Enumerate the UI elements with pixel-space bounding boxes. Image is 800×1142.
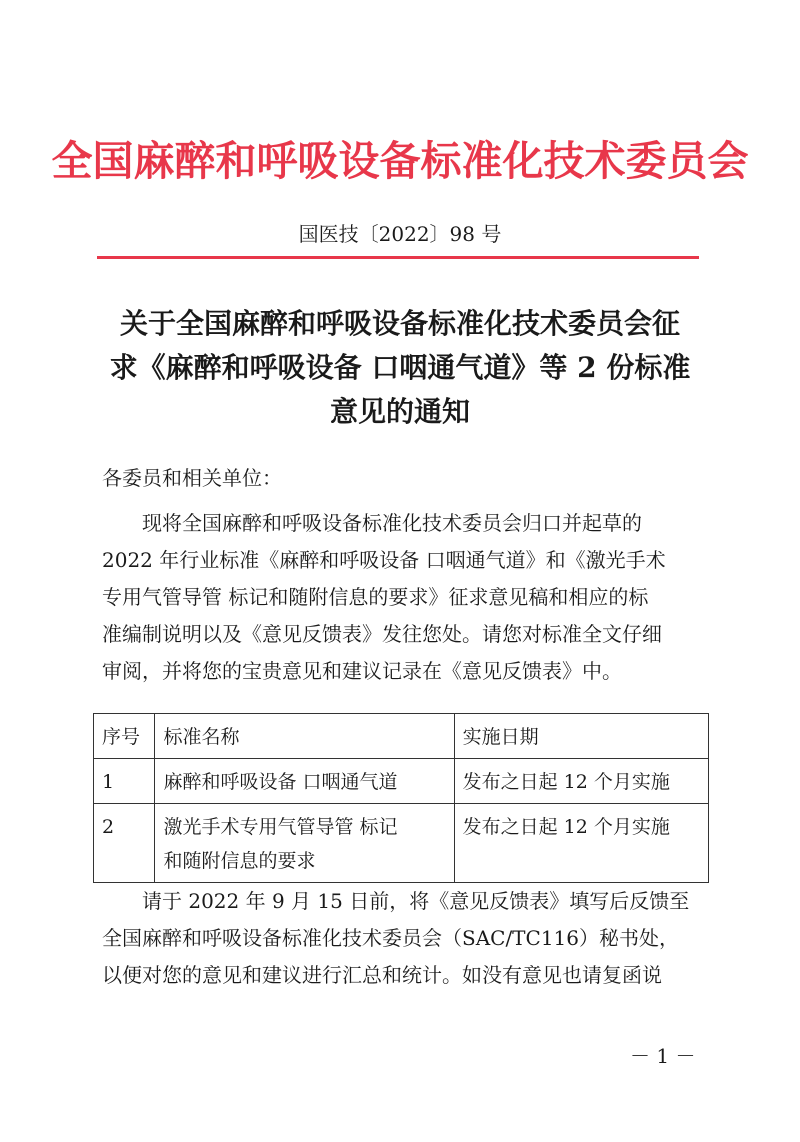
notice-title-line: 意见的通知 [329, 395, 470, 428]
cell-no: 1 [94, 759, 155, 804]
organization-title: 全国麻醉和呼吸设备标准化技术委员会 [51, 137, 749, 185]
cell-name-line: 麻醉和呼吸设备 口咽通气道 [163, 771, 398, 793]
paragraph-line: 以便对您的意见和建议进行汇总和统计。如没有意见也请复函说 [102, 963, 662, 987]
notice-title-line: 求《麻醉和呼吸设备 口咽通气道》等 2 份标准 [109, 351, 691, 384]
body-paragraph-2 [102, 883, 702, 994]
header-cell-name: 标准名称 [155, 714, 454, 759]
document-number: 国医技〔2022〕98 号 [298, 222, 502, 246]
notice-title [96, 302, 704, 434]
paragraph-line: 现将全国麻醉和呼吸设备标准化技术委员会归口并起草的 [142, 511, 642, 535]
paragraph-line: 2022 年行业标准《麻醉和呼吸设备 口咽通气道》和《激光手术 [102, 548, 666, 572]
cell-name [155, 759, 454, 804]
cell-date: 发布之日起 12 个月实施 [454, 804, 708, 883]
header-cell-no: 序号 [94, 714, 155, 759]
cell-date: 发布之日起 12 个月实施 [454, 759, 708, 804]
page-number: － 1 － [630, 1044, 696, 1068]
standards-table [93, 713, 709, 883]
body-paragraph-1 [102, 505, 702, 690]
paragraph-line: 准编制说明以及《意见反馈表》发往您处。请您对标准全文仔细 [102, 622, 662, 646]
header-divider [97, 256, 699, 259]
paragraph-line: 请于 2022 年 9 月 15 日前，将《意见反馈表》填写后反馈至 [142, 889, 690, 913]
cell-name-line: 激光手术专用气管导管 标记 [163, 816, 398, 838]
paragraph-line: 审阅，并将您的宝贵意见和建议记录在《意见反馈表》中。 [102, 659, 622, 683]
salutation: 各委员和相关单位： [102, 466, 282, 490]
table-row [94, 804, 709, 883]
table-row [94, 759, 709, 804]
header-cell-date: 实施日期 [454, 714, 708, 759]
table-header-row [94, 714, 709, 759]
cell-name [155, 804, 454, 883]
notice-title-line: 关于全国麻醉和呼吸设备标准化技术委员会征 [119, 307, 680, 340]
cell-no: 2 [94, 804, 155, 883]
paragraph-line: 全国麻醉和呼吸设备标准化技术委员会（SAC/TC116）秘书处， [102, 926, 680, 950]
paragraph-line: 专用气管导管 标记和随附信息的要求》征求意见稿和相应的标 [102, 585, 649, 609]
cell-name-line: 和随附信息的要求 [163, 850, 316, 872]
